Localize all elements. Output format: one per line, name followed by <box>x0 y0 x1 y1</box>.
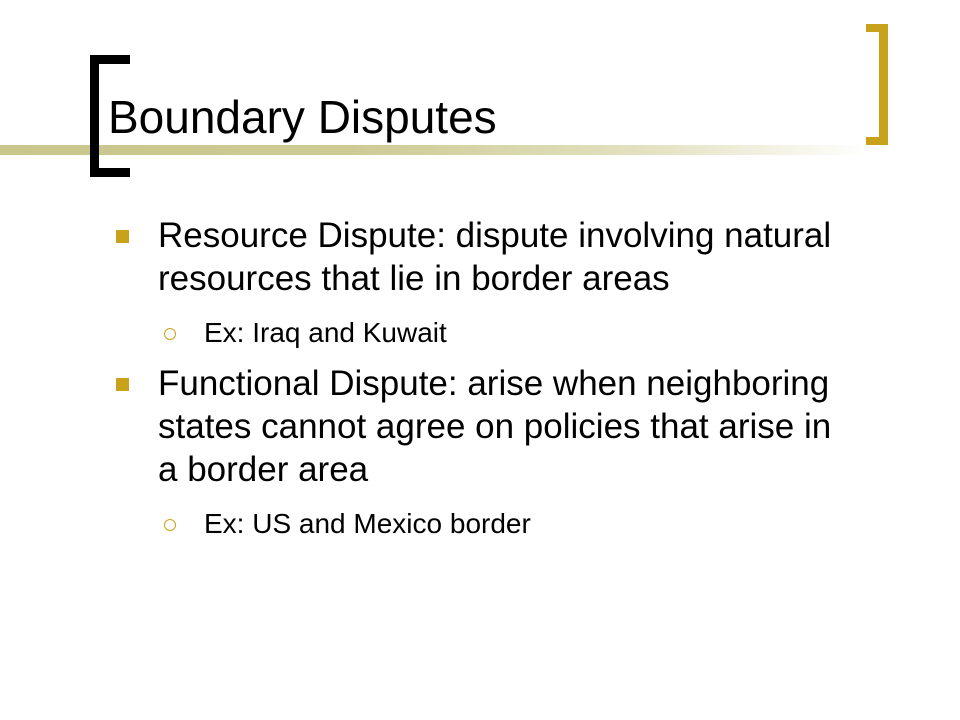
square-bullet-icon <box>116 230 129 243</box>
bullet-list <box>110 214 850 541</box>
sub-bullet-text: Ex: Iraq and Kuwait <box>204 317 447 348</box>
bullet-text: Resource Dispute: dispute involving natural resources that lie in border areas <box>158 216 832 298</box>
right-bracket-top-decoration <box>866 24 888 32</box>
circle-bullet-icon <box>164 519 176 531</box>
sub-bullet-item-iraq-kuwait <box>110 316 850 350</box>
sub-bullet-item-us-mexico <box>110 507 850 541</box>
right-bracket-bottom-decoration <box>866 137 888 145</box>
left-bracket-bottom-decoration <box>90 168 130 177</box>
left-bracket-decoration <box>90 55 99 177</box>
right-bracket-decoration <box>879 24 888 145</box>
square-bullet-icon <box>116 378 129 391</box>
bullet-item-functional-dispute <box>110 362 850 491</box>
title-underline-rule <box>0 145 870 155</box>
bullet-item-resource-dispute <box>110 214 850 300</box>
slide-title: Boundary Disputes <box>108 91 497 143</box>
bullet-text: Functional Dispute: arise when neighboring states cannot agree on policies that arise in a border area <box>158 364 832 489</box>
sub-bullet-text: Ex: US and Mexico border <box>204 508 531 539</box>
circle-bullet-icon <box>164 328 176 340</box>
left-bracket-top-decoration <box>90 55 130 64</box>
